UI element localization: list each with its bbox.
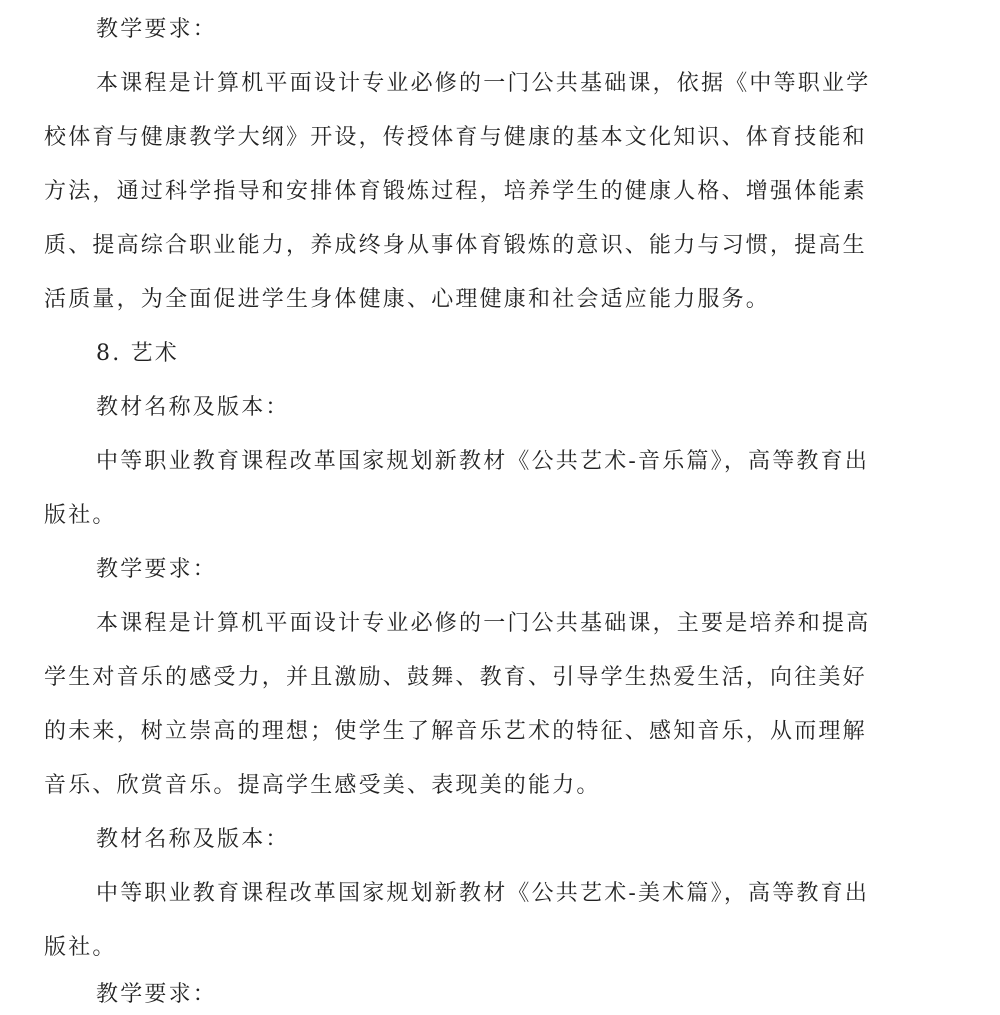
paragraph-line: 版社。 — [44, 503, 117, 528]
paragraph-line: 学生对音乐的感受力，并且激励、鼓舞、教育、引导学生热爱生活，向往美好 — [44, 665, 867, 690]
paragraph-line: 版社。 — [44, 935, 117, 960]
paragraph-line: 中等职业教育课程改革国家规划新教材《公共艺术-美术篇》，高等教育出 — [96, 881, 870, 906]
heading-textbook-name: 教材名称及版本： — [96, 395, 290, 420]
heading-teaching-requirements: 教学要求： — [96, 17, 218, 42]
paragraph-line: 方法，通过科学指导和安排体育锻炼过程，培养学生的健康人格、增强体能素 — [44, 179, 867, 204]
paragraph-line: 校体育与健康教学大纲》开设，传授体育与健康的基本文化知识、体育技能和 — [44, 125, 867, 150]
paragraph-line: 本课程是计算机平面设计专业必修的一门公共基础课，主要是培养和提高 — [96, 611, 871, 636]
heading-teaching-requirements: 教学要求： — [96, 557, 218, 582]
paragraph-line: 质、提高综合职业能力，养成终身从事体育锻炼的意识、能力与习惯，提高生 — [44, 233, 867, 258]
heading-textbook-name: 教材名称及版本： — [96, 827, 290, 852]
paragraph-line: 中等职业教育课程改革国家规划新教材《公共艺术-音乐篇》，高等教育出 — [96, 449, 870, 474]
paragraph-line: 音乐、欣赏音乐。提高学生感受美、表现美的能力。 — [44, 773, 601, 798]
section-heading-art: 8. 艺术 — [96, 341, 179, 366]
paragraph-line: 本课程是计算机平面设计专业必修的一门公共基础课，依据《中等职业学 — [96, 71, 871, 96]
paragraph-line: 的未来，树立崇高的理想；使学生了解音乐艺术的特征、感知音乐，从而理解 — [44, 719, 867, 744]
paragraph-line: 活质量，为全面促进学生身体健康、心理健康和社会适应能力服务。 — [44, 287, 771, 312]
heading-teaching-requirements: 教学要求： — [96, 982, 218, 1007]
